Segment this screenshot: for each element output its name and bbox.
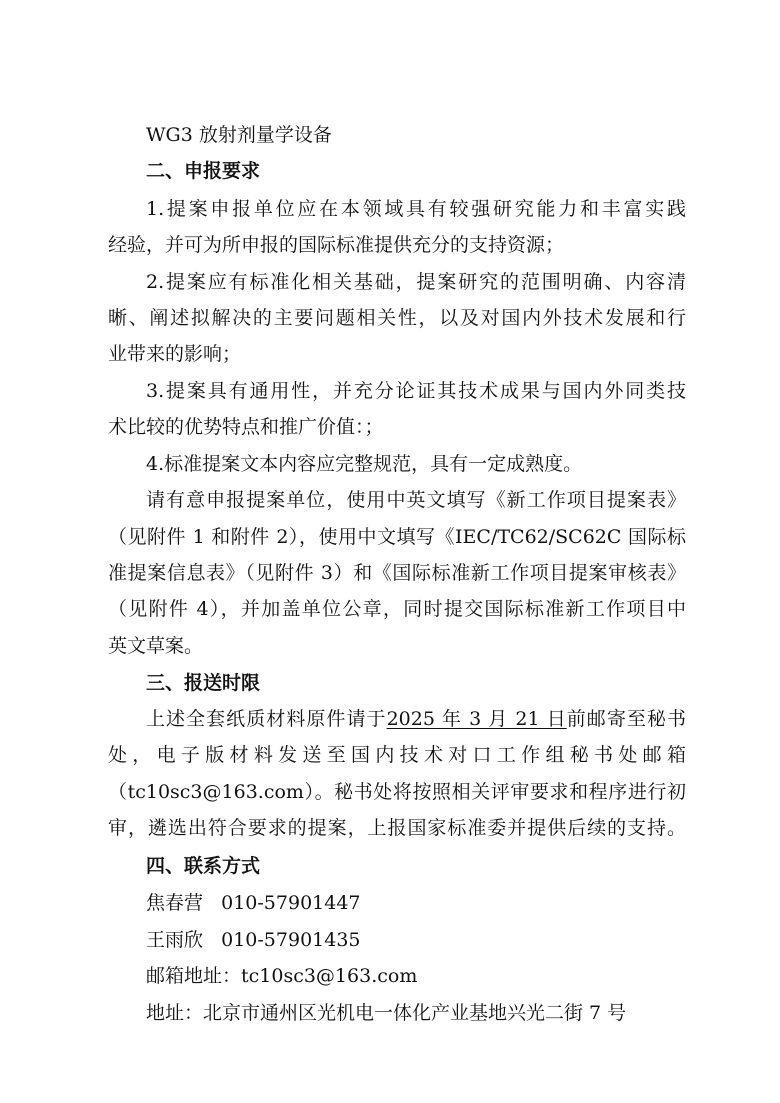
section-heading-requirements: 二、申报要求 [146,160,261,182]
email-line: 邮箱地址：tc10sc3@163.com [146,965,418,987]
paragraph-line: 2.提案应有标准化相关基础，提案研究的范围明确、内容清 [146,271,686,293]
contact-line-1: 焦春营 010-57901447 [146,892,361,914]
paragraph-line: 处，电子版材料发送至国内技术对口工作组秘书处邮箱 [108,744,686,766]
paragraph-line: 经验，并可为所申报的国际标准提供充分的支持资源； [108,234,565,256]
paragraph-line: 4.标准提案文本内容应完整规范，具有一定成熟度。 [146,453,583,475]
deadline-after-text: 前邮寄至秘书 [566,708,686,730]
paragraph-line: （见附件 1 和附件 2），使用中文填写《IEC/TC62/SC62C 国际标 [108,526,686,548]
paragraph-line: 审，遴选出符合要求的提案，上报国家标准委并提供后续的支持。 [108,817,686,839]
paragraph-line: 3.提案具有通用性，并充分论证其技术成果与国内外同类技 [146,380,686,402]
paragraph-line: 准提案信息表》（见附件 3）和《国际标准新工作项目提案审核表》 [108,562,686,584]
paragraph-line: 请有意申报提案单位，使用中英文填写《新工作项目提案表》 [146,489,686,511]
section-heading-contact: 四、联系方式 [146,855,261,877]
paragraph-line: （见附件 4），并加盖单位公章，同时提交国际标准新工作项目中 [108,598,686,620]
wg3-line: WG3 放射剂量学设备 [146,124,332,146]
section-heading-deadline: 三、报送时限 [146,672,261,694]
paragraph-line: 术比较的优势特点和推广价值：； [108,416,384,438]
contact-line-2: 王雨欣 010-57901435 [146,929,361,951]
address-line: 地址：北京市通州区光机电一体化产业基地兴光二街 7 号 [146,1002,627,1024]
deadline-line [146,706,686,732]
paragraph-line: 业带来的影响； [108,343,242,365]
paragraph-line: （tc10sc3@163.com）。秘书处将按照相关评审要求和程序进行初 [108,781,686,803]
paragraph-line: 英文草案。 [108,635,204,657]
paragraph-line: 晰、阐述拟解决的主要问题相关性，以及对国内外技术发展和行 [108,307,686,329]
paragraph-line: 1.提案申报单位应在本领域具有较强研究能力和丰富实践 [146,198,686,220]
deadline-date: 2025 年 3 月 21 日 [386,708,567,730]
deadline-before-text: 上述全套纸质材料原件请于 [146,708,387,730]
